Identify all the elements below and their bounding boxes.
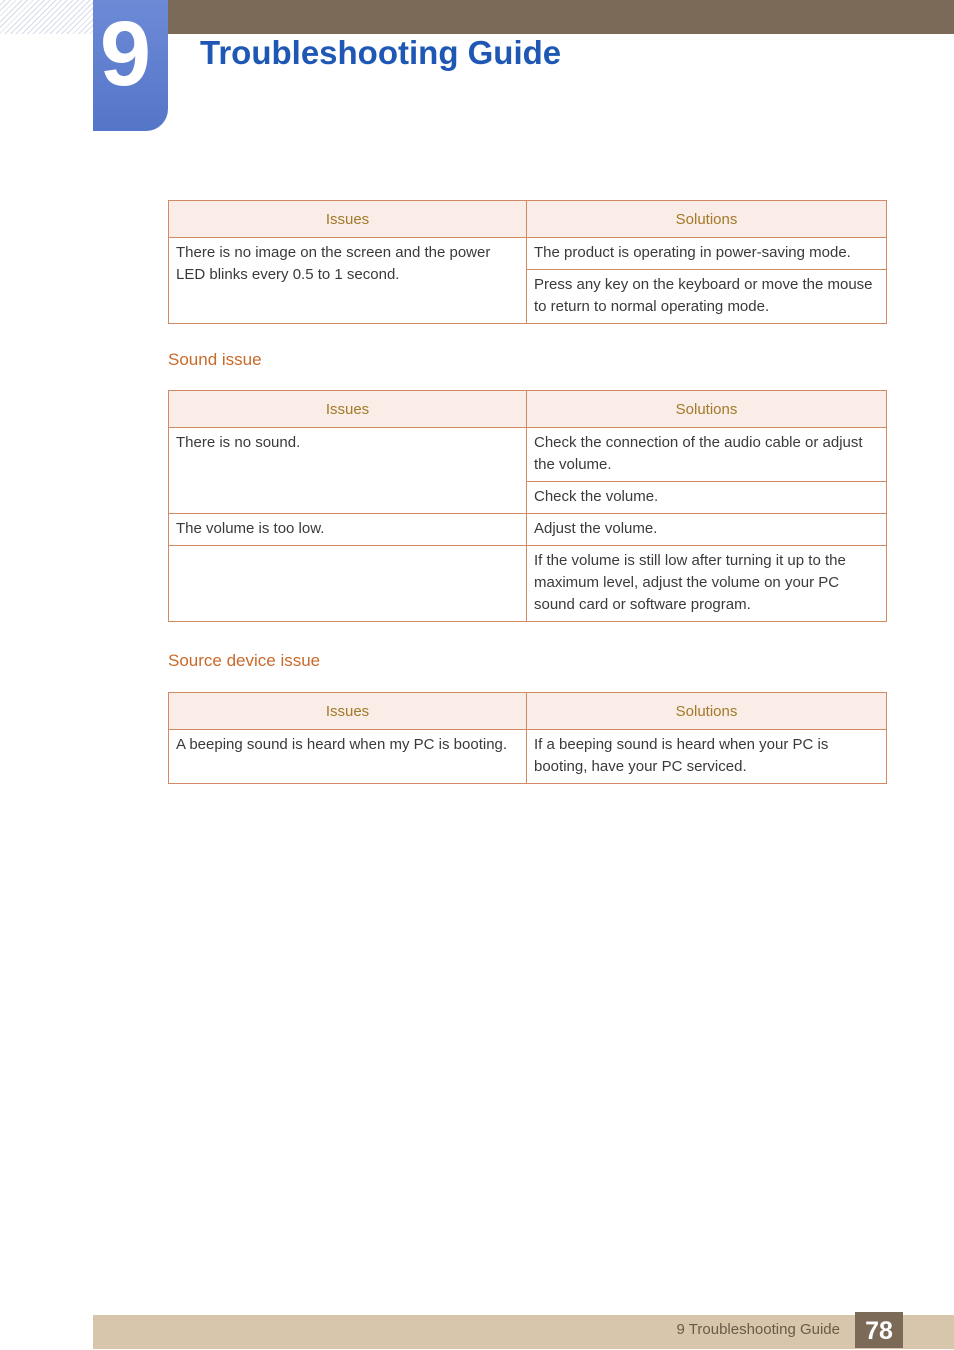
table-row <box>169 546 887 622</box>
table-row <box>169 238 887 270</box>
solutions-column-header: Solutions <box>527 201 887 238</box>
solution-cell: Check the connection of the audio cable or adjust the volume. <box>527 428 887 482</box>
table-row <box>169 730 887 784</box>
solution-cell: Press any key on the keyboard or move the mouse to return to normal operating mode. <box>527 270 887 324</box>
table-header-row <box>169 391 887 428</box>
header-bar <box>168 0 954 34</box>
corner-hatch-decoration <box>0 0 93 34</box>
solution-cell: Check the volume. <box>527 482 887 514</box>
sound-issue-table <box>168 390 887 622</box>
chapter-number: 9 <box>99 3 152 105</box>
footer-chapter-label: 9 Troubleshooting Guide <box>676 1321 840 1338</box>
solution-cell: If the volume is still low after turning it up to the maximum level, adjust the volume on your PC sound card or software program. <box>527 546 887 622</box>
sound-issue-heading: Sound issue <box>168 350 262 369</box>
issues-column-header: Issues <box>169 201 527 238</box>
issues-column-header: Issues <box>169 391 527 428</box>
solution-cell: Adjust the volume. <box>527 514 887 546</box>
table-header-row <box>169 693 887 730</box>
page-title: Troubleshooting Guide <box>200 34 562 71</box>
solutions-column-header: Solutions <box>527 693 887 730</box>
page-number: 78 <box>855 1312 903 1348</box>
table-row <box>169 428 887 482</box>
issue-cell: There is no sound. <box>169 428 527 514</box>
table-header-row <box>169 201 887 238</box>
issues-column-header: Issues <box>169 693 527 730</box>
solution-cell: The product is operating in power-saving mode. <box>527 238 887 270</box>
issue-cell: A beeping sound is heard when my PC is booting. <box>169 730 527 784</box>
solution-cell: If a beeping sound is heard when your PC is booting, have your PC serviced. <box>527 730 887 784</box>
solutions-column-header: Solutions <box>527 391 887 428</box>
source-device-issue-table <box>168 692 887 784</box>
issue-cell: There is no image on the screen and the power LED blinks every 0.5 to 1 second. <box>169 238 527 324</box>
power-issue-table <box>168 200 887 324</box>
issue-cell: The volume is too low. <box>169 514 527 546</box>
source-device-issue-heading: Source device issue <box>168 651 321 670</box>
empty-issue-cell <box>169 546 527 622</box>
table-row <box>169 514 887 546</box>
